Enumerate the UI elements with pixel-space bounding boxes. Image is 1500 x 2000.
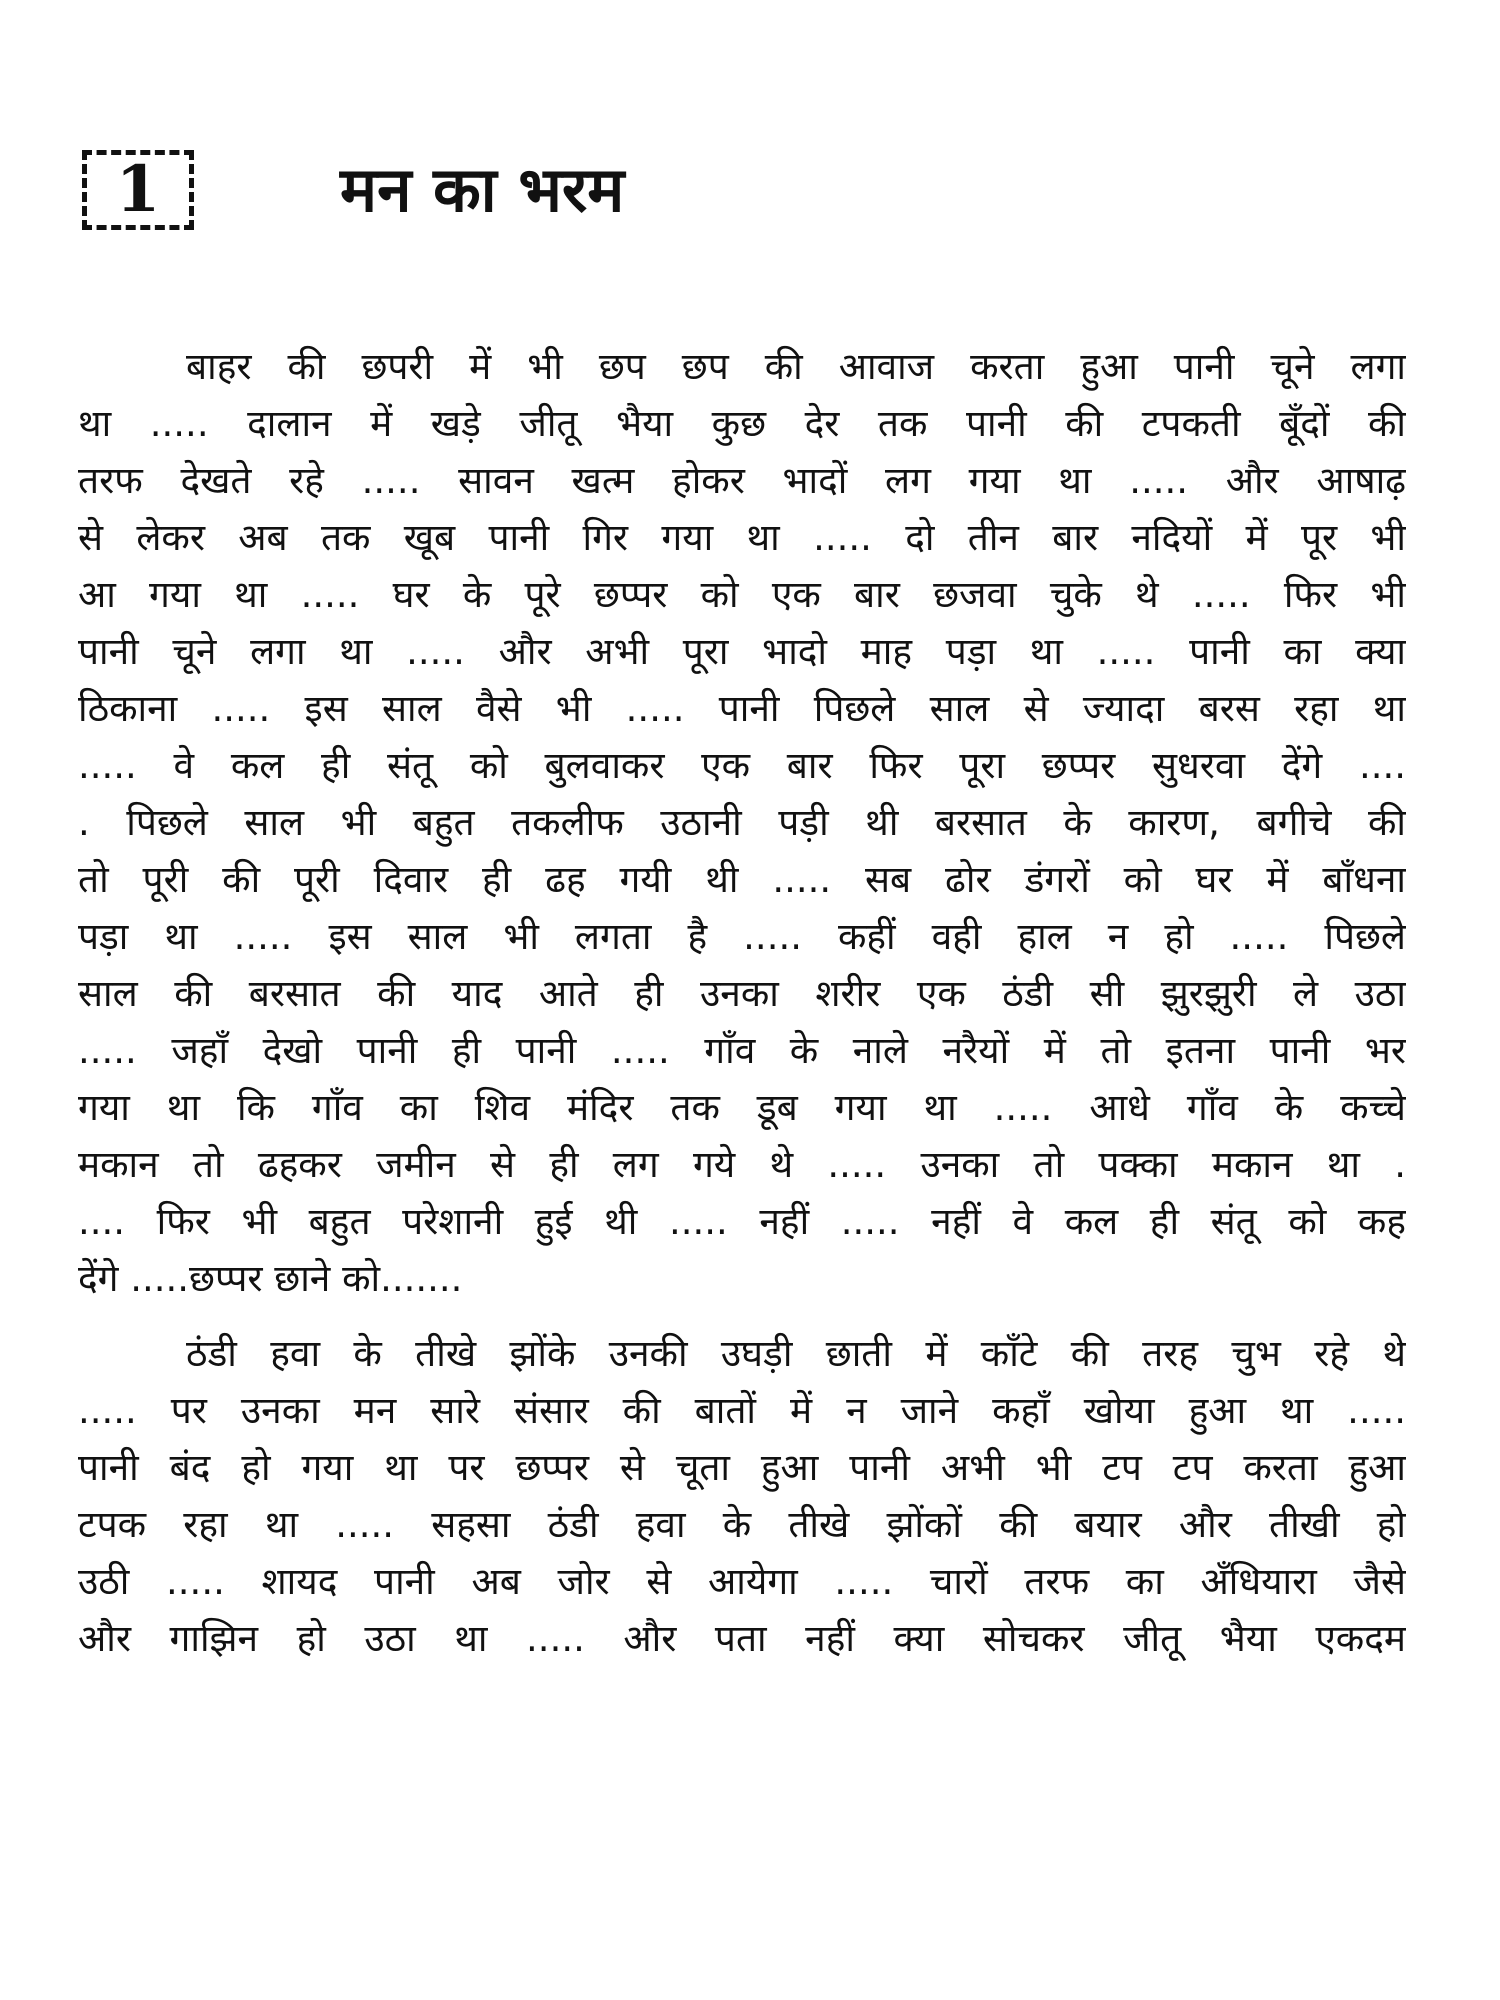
text-line: पानी चूने लगा था ..... और अभी पूरा भादो माह पड़ा था ..... पानी का क्या: [78, 630, 1406, 673]
chapter-title: मन का भरम: [340, 153, 625, 226]
text-line: ..... जहाँ देखो पानी ही पानी ..... गाँव के नाले नरैयों में तो इतना पानी भर: [78, 1029, 1406, 1072]
text-line: मकान तो ढहकर जमीन से ही लग गये थे ..... उनका तो पक्का मकान था .: [78, 1143, 1406, 1186]
paragraph-1: [78, 338, 1406, 1307]
text-line: ठंडी हवा के तीखे झोंके उनकी उघड़ी छाती में काँटे की तरह चुभ रहे थे: [186, 1332, 1406, 1375]
text-line: . पिछले साल भी बहुत तकलीफ उठानी पड़ी थी बरसात के कारण, बगीचे की: [78, 801, 1406, 844]
text-line: .... फिर भी बहुत परेशानी हुई थी ..... नहीं ..... नहीं वे कल ही संतू को कह: [78, 1200, 1406, 1243]
body-text: [78, 338, 1406, 1667]
paragraph-gap: [78, 1307, 1406, 1325]
text-line: उठी ..... शायद पानी अब जोर से आयेगा ..... चारों तरफ का अँधियारा जैसे: [78, 1560, 1406, 1603]
text-line: तरफ देखते रहे ..... सावन खत्म होकर भादों लग गया था ..... और आषाढ़: [78, 459, 1406, 502]
text-line: बाहर की छपरी में भी छप छप की आवाज करता हुआ पानी चूने लगा: [186, 345, 1406, 388]
text-line: देंगे .....छप्पर छाने को.......: [78, 1257, 463, 1300]
text-line: साल की बरसात की याद आते ही उनका शरीर एक ठंडी सी झुरझुरी ले उठा: [78, 972, 1406, 1015]
text-line: था ..... दालान में खड़े जीतू भैया कुछ देर तक पानी की टपकती बूँदों की: [78, 402, 1406, 445]
text-line: टपक रहा था ..... सहसा ठंडी हवा के तीखे झोंकों की बयार और तीखी हो: [78, 1503, 1406, 1546]
chapter-number: 1: [115, 152, 161, 227]
text-line: और गाझिन हो उठा था ..... और पता नहीं क्या सोचकर जीतू भैया एकदम: [78, 1617, 1406, 1660]
paragraph-2: [78, 1325, 1406, 1667]
text-line: पड़ा था ..... इस साल भी लगता है ..... कहीं वही हाल न हो ..... पिछले: [78, 915, 1406, 958]
chapter-number-box: [82, 150, 194, 230]
text-line: तो पूरी की पूरी दिवार ही ढह गयी थी ..... सब ढोर डंगरों को घर में बाँधना: [78, 858, 1406, 901]
text-line: ठिकाना ..... इस साल वैसे भी ..... पानी पिछले साल से ज्यादा बरस रहा था: [78, 687, 1406, 730]
text-line: आ गया था ..... घर के पूरे छप्पर को एक बार छजवा चुके थे ..... फिर भी: [78, 573, 1406, 616]
text-line: ..... पर उनका मन सारे संसार की बातों में न जाने कहाँ खोया हुआ था .....: [78, 1389, 1406, 1432]
text-line: पानी बंद हो गया था पर छप्पर से चूता हुआ पानी अभी भी टप टप करता हुआ: [78, 1446, 1406, 1489]
text-line: गया था कि गाँव का शिव मंदिर तक डूब गया था ..... आधे गाँव के कच्चे: [78, 1086, 1406, 1129]
text-line: ..... वे कल ही संतू को बुलवाकर एक बार फिर पूरा छप्पर सुधरवा देंगे ....: [78, 744, 1406, 787]
text-line: से लेकर अब तक खूब पानी गिर गया था ..... दो तीन बार नदियों में पूर भी: [78, 516, 1406, 559]
